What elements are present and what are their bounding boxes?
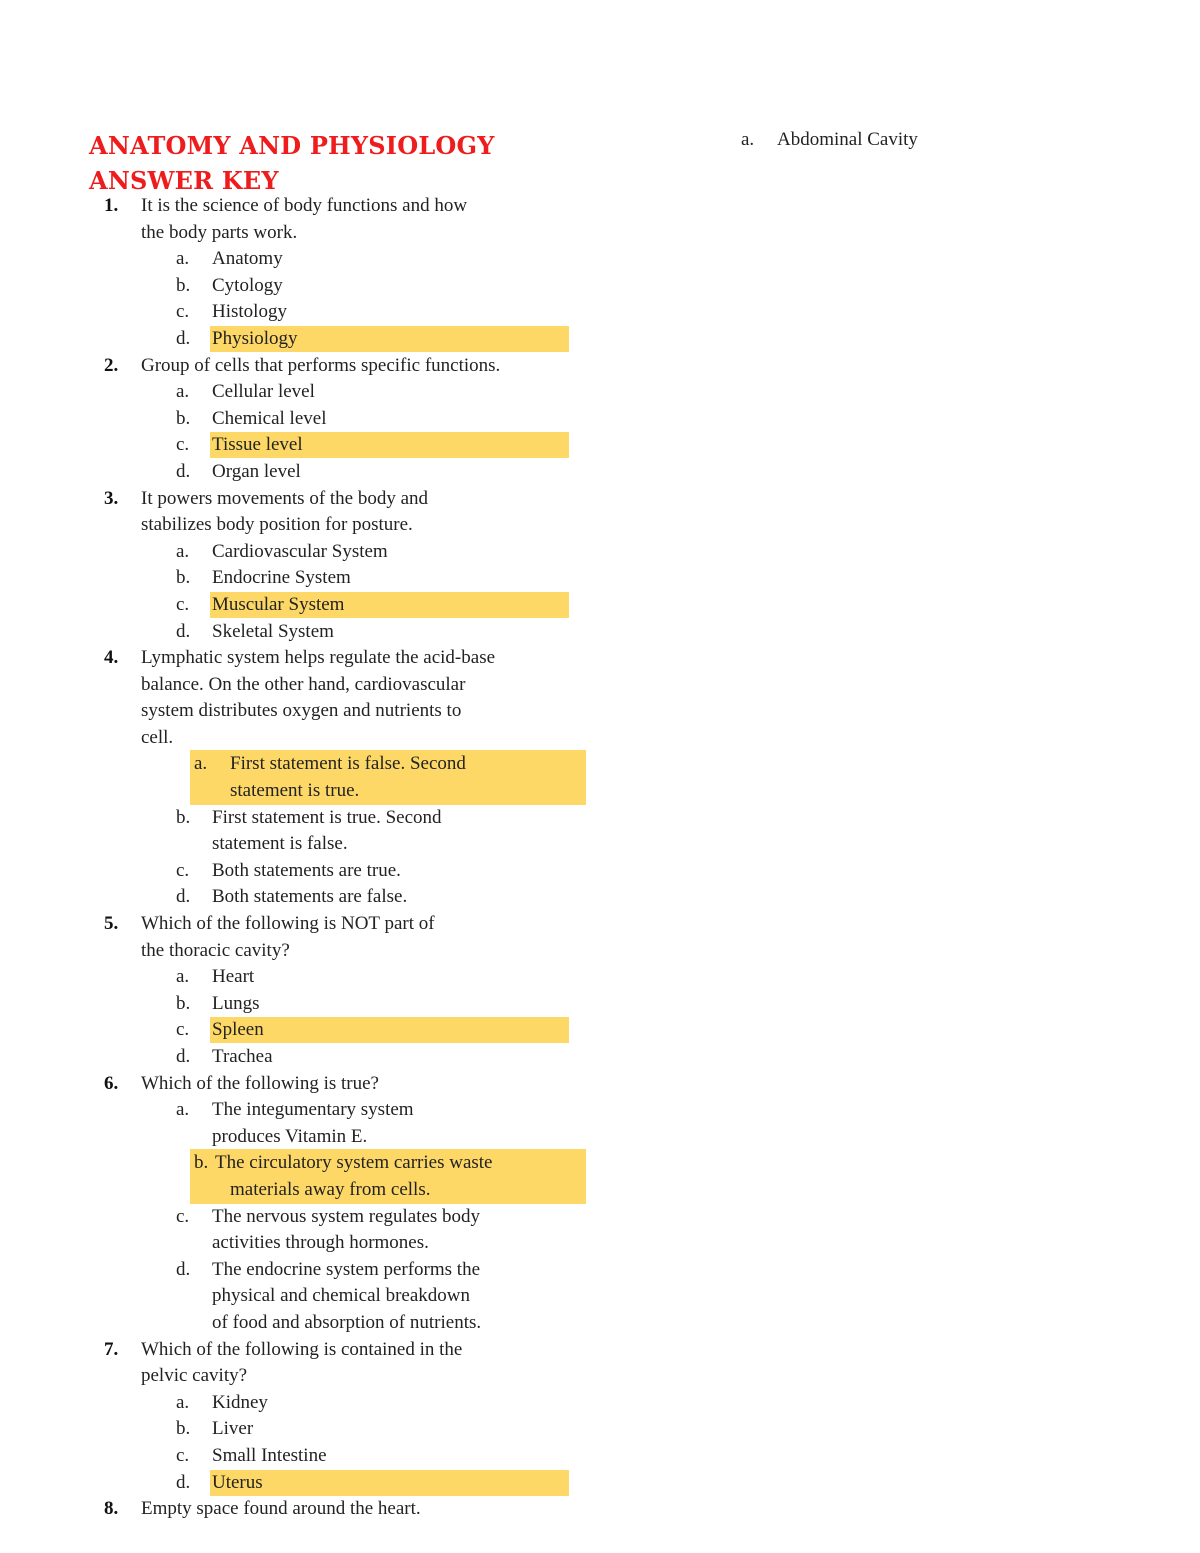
question-3 — [0, 486, 620, 646]
option-item — [0, 619, 620, 646]
option-text: Small Intestine — [212, 1444, 327, 1466]
option-letter: d. — [176, 327, 191, 349]
option-text: Organ level — [212, 460, 301, 482]
option-item — [0, 1416, 620, 1443]
option-line — [0, 592, 620, 619]
question-text: Lymphatic system helps regulate the acid-base — [141, 647, 496, 669]
question-line — [0, 1363, 620, 1390]
option-line — [0, 1097, 620, 1124]
question-1 — [0, 193, 620, 353]
option-text: Histology — [212, 301, 287, 323]
option-letter: c. — [176, 859, 190, 881]
correct-option — [0, 751, 620, 804]
question-line — [0, 512, 620, 539]
option-item — [0, 1257, 620, 1337]
option-line — [0, 964, 620, 991]
option-text: Both statements are true. — [212, 859, 401, 881]
question-text: the thoracic cavity? — [141, 939, 290, 961]
option-line — [0, 459, 620, 486]
question-6 — [0, 1071, 620, 1337]
option-letter: c. — [176, 1205, 190, 1227]
option-line — [0, 326, 620, 353]
option-letter: d. — [176, 1471, 191, 1493]
option-line — [0, 1017, 620, 1044]
correct-option — [0, 326, 620, 353]
option-line — [0, 379, 620, 406]
question-number: 1. — [104, 195, 119, 216]
question-line — [0, 1337, 620, 1364]
question-number: 4. — [104, 647, 119, 669]
option-line — [0, 751, 620, 778]
question-2 — [0, 353, 620, 486]
answer-highlight — [210, 1470, 569, 1496]
option-item — [0, 1443, 620, 1470]
option-item — [0, 858, 620, 885]
question-text: It powers movements of the body and — [141, 487, 429, 509]
question-text: cell. — [141, 726, 174, 748]
option-item — [0, 379, 620, 406]
question-number: 7. — [104, 1338, 119, 1360]
question-line — [0, 1071, 620, 1098]
question-line — [0, 1496, 620, 1523]
option-text: First statement is false. Second — [230, 753, 466, 775]
option-item — [0, 539, 620, 566]
option-letter: a. — [176, 966, 190, 988]
option-line — [0, 1257, 620, 1284]
question-number: 3. — [104, 487, 119, 509]
option-text: The circulatory system carries waste — [215, 1152, 493, 1174]
option-text: Spleen — [212, 1019, 264, 1041]
question-text: Group of cells that performs specific functions. — [141, 354, 501, 376]
option-item — [0, 1390, 620, 1417]
question-text: Which of the following is NOT part of — [141, 913, 435, 935]
option-line — [0, 406, 620, 433]
option-item — [0, 273, 620, 300]
option-item — [0, 991, 620, 1018]
question-line — [0, 725, 620, 752]
question-text: stabilizes body position for posture. — [141, 514, 413, 536]
option-letter: b. — [176, 1418, 191, 1440]
option-text: Chemical level — [212, 407, 327, 429]
option-item — [0, 246, 620, 273]
option-text: physical and chemical breakdown — [212, 1285, 470, 1307]
option-line — [0, 1044, 620, 1071]
option-text: Muscular System — [212, 593, 345, 615]
option-text: statement is false. — [212, 833, 348, 855]
option-line — [0, 299, 620, 326]
option-text: Kidney — [212, 1391, 268, 1413]
question-line — [0, 911, 620, 938]
option-line — [0, 1470, 620, 1497]
question-7 — [0, 1337, 620, 1497]
option-text: produces Vitamin E. — [212, 1125, 368, 1147]
option-text: activities through hormones. — [212, 1232, 429, 1254]
option-line — [0, 1390, 620, 1417]
question-text: the body parts work. — [141, 221, 298, 243]
option-text: Abdominal Cavity — [777, 129, 918, 150]
question-line — [0, 645, 620, 672]
correct-option — [0, 1150, 620, 1203]
option-line — [0, 991, 620, 1018]
question-text: balance. On the other hand, cardiovascular — [141, 673, 466, 695]
option-line — [0, 1150, 620, 1177]
question-line — [0, 486, 620, 513]
question-text: pelvic cavity? — [141, 1365, 248, 1387]
question-list — [0, 193, 620, 1523]
option-text: The integumentary system — [212, 1099, 414, 1121]
option-item — [0, 565, 620, 592]
question-line — [0, 938, 620, 965]
option-letter: c. — [176, 301, 190, 323]
right-column — [0, 127, 1200, 154]
option-text: Cellular level — [212, 381, 315, 403]
option-letter: c. — [176, 593, 190, 615]
option-item — [0, 1097, 620, 1150]
option-letter: d. — [176, 1046, 191, 1067]
option-item — [0, 406, 620, 433]
option-line — [0, 1177, 620, 1204]
continued-option — [0, 127, 1200, 154]
option-item — [0, 1204, 620, 1257]
question-line — [0, 353, 620, 380]
option-line — [0, 1310, 620, 1337]
question-line — [0, 220, 620, 247]
option-line — [0, 1283, 620, 1310]
question-text: Which of the following is contained in the — [141, 1338, 463, 1360]
option-letter: d. — [176, 460, 191, 482]
question-text: It is the science of body functions and how — [141, 195, 468, 216]
option-item — [0, 459, 620, 486]
option-line — [0, 1124, 620, 1151]
option-letter: a. — [176, 540, 190, 562]
correct-option — [0, 1017, 620, 1044]
option-line — [0, 884, 620, 911]
question-8 — [0, 1496, 620, 1523]
question-number: 5. — [104, 913, 119, 935]
option-text: The endocrine system performs the — [212, 1258, 481, 1280]
option-letter: a. — [176, 381, 190, 403]
question-line — [0, 698, 620, 725]
question-5 — [0, 911, 620, 1071]
option-letter: a. — [176, 1099, 190, 1121]
option-line — [0, 1416, 620, 1443]
question-number: 2. — [104, 354, 119, 376]
option-item — [0, 1044, 620, 1071]
option-letter: a. — [176, 1391, 190, 1413]
option-letter: b. — [194, 1152, 209, 1174]
option-item — [0, 964, 620, 991]
option-text: Endocrine System — [212, 567, 351, 589]
option-letter: a. — [741, 129, 755, 150]
option-item — [0, 805, 620, 858]
option-letter: b. — [176, 567, 191, 589]
option-text: Tissue level — [212, 434, 303, 456]
option-text: of food and absorption of nutrients. — [212, 1311, 482, 1333]
option-letter: d. — [176, 620, 191, 642]
option-line — [0, 778, 620, 805]
option-text: Skeletal System — [212, 620, 334, 642]
option-text: Both statements are false. — [212, 886, 408, 908]
option-text: Physiology — [212, 327, 298, 349]
option-text: Lungs — [212, 992, 260, 1014]
option-letter: a. — [176, 248, 190, 270]
question-line — [0, 193, 620, 220]
correct-option — [0, 432, 620, 459]
option-line — [0, 1204, 620, 1231]
option-letter: a. — [194, 753, 208, 775]
option-letter: b. — [176, 274, 191, 296]
option-item — [0, 299, 620, 326]
option-line — [0, 432, 620, 459]
option-line — [0, 831, 620, 858]
option-line — [0, 619, 620, 646]
correct-option — [0, 592, 620, 619]
option-line — [0, 565, 620, 592]
question-text: Empty space found around the heart. — [141, 1498, 421, 1520]
option-text: Cardiovascular System — [212, 540, 388, 562]
option-line — [0, 539, 620, 566]
option-letter: c. — [176, 1444, 190, 1466]
option-line — [0, 273, 620, 300]
option-text: Anatomy — [212, 248, 283, 270]
option-letter: c. — [176, 1019, 190, 1041]
option-text: Heart — [212, 966, 255, 988]
option-item — [0, 884, 620, 911]
option-letter: b. — [176, 407, 191, 429]
question-number: 6. — [104, 1072, 119, 1094]
question-4 — [0, 645, 620, 911]
option-text: materials away from cells. — [230, 1178, 431, 1200]
option-line — [0, 246, 620, 273]
option-text: Liver — [212, 1418, 254, 1440]
question-text: Which of the following is true? — [141, 1072, 379, 1094]
option-letter: c. — [176, 434, 190, 456]
option-letter: d. — [176, 1258, 191, 1280]
option-letter: d. — [176, 886, 191, 908]
option-letter: b. — [176, 806, 191, 828]
option-text: The nervous system regulates body — [212, 1205, 481, 1227]
option-line — [0, 858, 620, 885]
option-line — [0, 1230, 620, 1257]
option-text: statement is true. — [230, 780, 360, 802]
correct-option — [0, 1470, 620, 1497]
option-line — [0, 1443, 620, 1470]
option-line — [0, 805, 620, 832]
document-title: ANATOMY AND PHYSIOLOGY ANSWER KEY — [89, 131, 495, 195]
option-text: Trachea — [212, 1046, 273, 1067]
option-text: First statement is true. Second — [212, 806, 442, 828]
question-text: system distributes oxygen and nutrients to — [141, 700, 462, 722]
option-text: Cytology — [212, 274, 283, 296]
question-number: 8. — [104, 1498, 119, 1520]
question-line — [0, 672, 620, 699]
option-letter: b. — [176, 992, 191, 1014]
option-text: Uterus — [212, 1471, 263, 1493]
